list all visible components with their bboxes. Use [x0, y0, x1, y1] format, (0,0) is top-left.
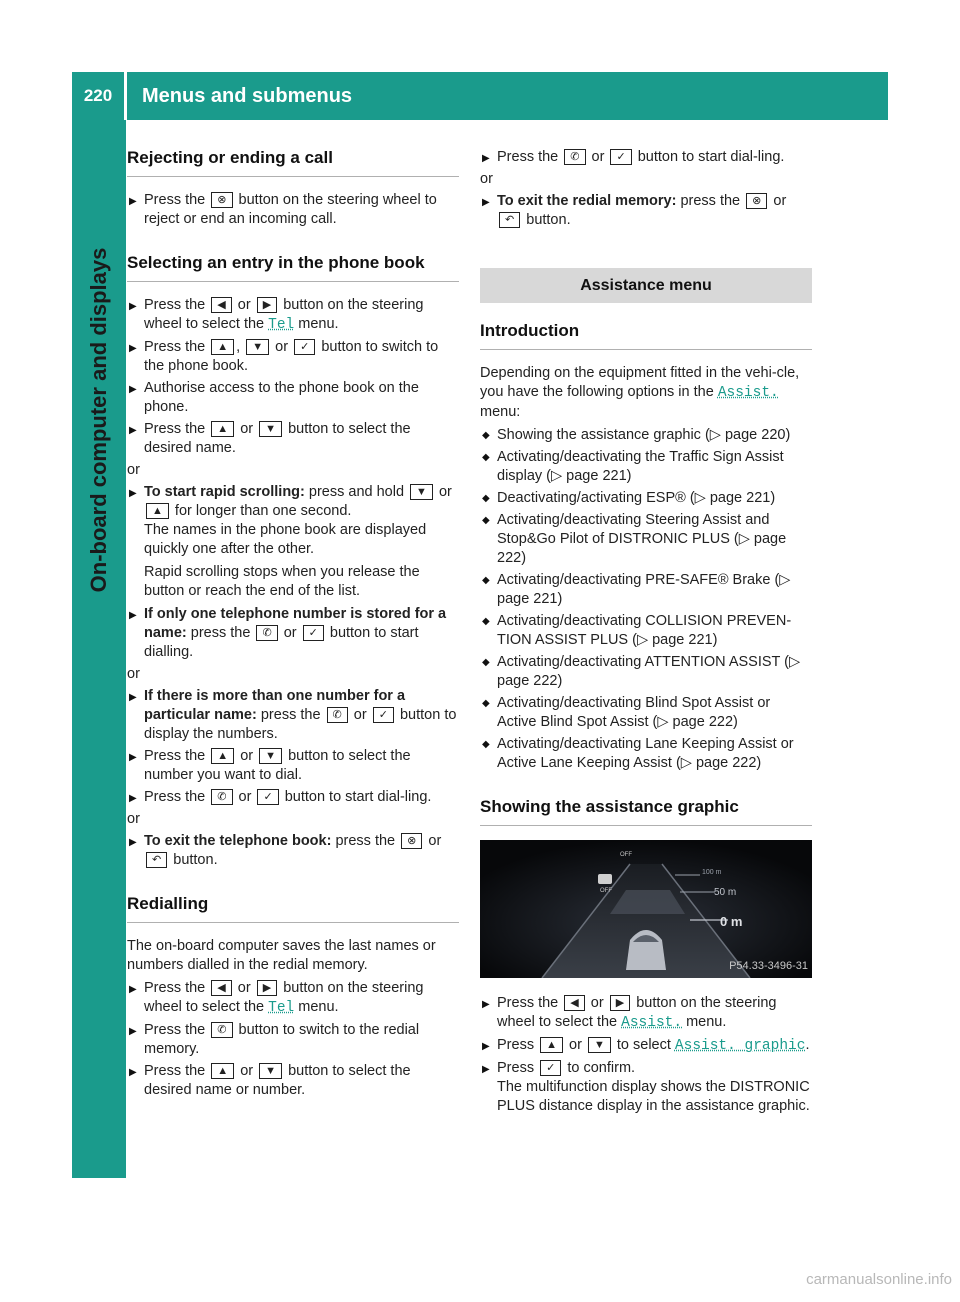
- tel-menu-link: Tel: [268, 1000, 295, 1016]
- left-arrow-key-icon: ◀: [564, 995, 584, 1011]
- step-rapid-scrolling: ▶ To start rapid scrolling: press and hold ▼ or ▲ for longer than one second. The names in the phone book are displayed quickly one after the other. Rapid scrolling stops when you release the button or reach the end of the list.: [127, 483, 459, 601]
- watermark: carmanualsonline.info: [806, 1271, 952, 1288]
- ok-key-icon: ✓: [294, 339, 315, 355]
- or-text: or: [127, 666, 140, 682]
- assistance-graphic-image: [480, 840, 812, 978]
- off-label: OFF: [600, 888, 612, 894]
- step-switch-phone-book: ▶ Press the ▲ , ▼ or ✓ button to switch to the phone book.: [127, 338, 459, 376]
- off-label: OFF: [620, 852, 632, 858]
- cup-icon: [598, 874, 612, 884]
- step-redial-memory: ▶ Press the ✆ button to switch to the redial memory.: [127, 1021, 459, 1059]
- up-key-icon: ▲: [211, 1063, 234, 1079]
- end-call-key-icon: ⊗: [211, 192, 232, 208]
- down-key-icon: ▼: [259, 748, 282, 764]
- step-select-assist-menu: ▶ Press the ◀ or ▶ button on the steering wheel to select the Assist. menu.: [480, 994, 812, 1033]
- heading-phone-book: Selecting an entry in the phone book: [127, 253, 459, 282]
- step-confirm: ▶ Press ✓ to confirm. The multifunction display shows the DISTRONIC PLUS distance display in the assistance graphic.: [480, 1059, 812, 1116]
- distance-label-100: 100 m: [702, 869, 722, 876]
- side-tab-label: On-board computer and displays: [86, 247, 111, 593]
- step-redial-start-dialling: ▶ Press the ✆ or ✓ button to start dial-ling.: [480, 148, 812, 167]
- heading-redialling: Redialling: [127, 894, 459, 923]
- left-arrow-key-icon: ◀: [211, 980, 231, 996]
- down-key-icon: ▼: [588, 1037, 611, 1053]
- list-item: ◆ Activating/deactivating Blind Spot Assist or Active Blind Spot Assist (▷ page 222): [480, 694, 812, 732]
- step-select-assist-graphic: ▶ Press ▲ or ▼ to select Assist. graphic.: [480, 1036, 812, 1056]
- phone-key-icon: ✆: [327, 707, 348, 723]
- page-header: [72, 72, 888, 120]
- step-only-one-number: ▶ If only one telephone number is stored for a name: press the ✆ or ✓ button to start dialling.: [127, 605, 459, 662]
- left-arrow-key-icon: ◀: [211, 297, 231, 313]
- page-number: 220: [83, 86, 113, 105]
- ok-key-icon: ✓: [373, 707, 394, 723]
- rapid-note-1: The names in the phone book are displayed quickly one after the other.: [144, 522, 427, 557]
- left-column: [127, 148, 459, 1103]
- down-key-icon: ▼: [259, 421, 282, 437]
- right-arrow-key-icon: ▶: [257, 297, 277, 313]
- list-item: ◆ Activating/deactivating ATTENTION ASSIST (▷ page 222): [480, 653, 812, 691]
- heading-showing-graphic: Showing the assistance graphic: [480, 797, 812, 826]
- confirm-note: The multifunction display shows the DISTRONIC PLUS distance display in the assistance graphic.: [497, 1079, 810, 1114]
- intro-paragraph: Depending on the equipment fitted in the vehi-cle, you have the following options in the Assist. menu:: [480, 365, 800, 420]
- rapid-note-2: Rapid scrolling stops when you release the button or reach the end of the list.: [144, 564, 420, 599]
- tel-menu-link: Tel: [268, 317, 295, 333]
- step-authorise: ▶ Authorise access to the phone book on the phone.: [127, 379, 459, 417]
- list-item: ◆ Activating/deactivating Steering Assist and Stop&Go Pilot of DISTRONIC PLUS (▷ page 222): [480, 511, 812, 568]
- heading-rejecting-call: Rejecting or ending a call: [127, 148, 459, 177]
- step-select-number: ▶ Press the ▲ or ▼ button to select the number you want to dial.: [127, 747, 459, 785]
- up-key-icon: ▲: [146, 503, 169, 519]
- ok-key-icon: ✓: [540, 1060, 561, 1076]
- step-reject-call: ▶ Press the ⊗ button on the steering wheel to reject or end an incoming call.: [127, 191, 459, 229]
- down-key-icon: ▼: [246, 339, 269, 355]
- step-more-numbers: ▶ If there is more than one number for a particular name: press the ✆ or ✓ button to display the numbers.: [127, 687, 459, 744]
- assist-menu-link: Assist.: [621, 1015, 683, 1031]
- or-text: or: [127, 462, 140, 478]
- assist-graphic-link: Assist. graphic: [674, 1038, 806, 1054]
- phone-key-icon: ✆: [211, 1022, 232, 1038]
- right-arrow-key-icon: ▶: [257, 980, 277, 996]
- ok-key-icon: ✓: [257, 789, 278, 805]
- end-call-key-icon: ⊗: [401, 833, 422, 849]
- list-item: ◆ Activating/deactivating Lane Keeping Assist or Active Lane Keeping Assist (▷ page 222): [480, 735, 812, 773]
- phone-key-icon: ✆: [211, 789, 232, 805]
- phone-key-icon: ✆: [256, 625, 277, 641]
- distance-label-0: 0 m: [720, 914, 743, 929]
- right-column: [480, 148, 812, 1120]
- list-item: ◆ Activating/deactivating COLLISION PREVEN-TION ASSIST PLUS (▷ page 221): [480, 612, 812, 650]
- back-key-icon: ↶: [499, 212, 520, 228]
- end-call-key-icon: ⊗: [746, 193, 767, 209]
- up-key-icon: ▲: [540, 1037, 563, 1053]
- heading-introduction: Introduction: [480, 321, 812, 350]
- step-redial-select: ▶ Press the ▲ or ▼ button to select the desired name or number.: [127, 1062, 459, 1100]
- step-redial-tel-menu: ▶ Press the ◀ or ▶ button on the steering wheel to select the Tel menu.: [127, 979, 459, 1018]
- down-key-icon: ▼: [410, 484, 433, 500]
- ok-key-icon: ✓: [610, 149, 631, 165]
- up-key-icon: ▲: [211, 339, 234, 355]
- step-start-dialling: ▶ Press the ✆ or ✓ button to start dial-ling.: [127, 788, 459, 807]
- ok-key-icon: ✓: [303, 625, 324, 641]
- list-item: ◆ Showing the assistance graphic (▷ page 220): [480, 426, 812, 445]
- assist-menu-link: Assist.: [717, 385, 779, 401]
- step-select-tel-menu: ▶ Press the ◀ or ▶ button on the steering wheel to select the Tel menu.: [127, 296, 459, 335]
- right-arrow-key-icon: ▶: [610, 995, 630, 1011]
- up-key-icon: ▲: [211, 421, 234, 437]
- up-key-icon: ▲: [211, 748, 234, 764]
- list-item: ◆ Activating/deactivating the Traffic Sign Assist display (▷ page 221): [480, 448, 812, 486]
- back-key-icon: ↶: [146, 852, 167, 868]
- distance-label-50: 50 m: [714, 887, 737, 898]
- list-item: ◆ Deactivating/activating ESP® (▷ page 221): [480, 489, 812, 508]
- list-item: ◆ Activating/deactivating PRE-SAFE® Brake (▷ page 221): [480, 571, 812, 609]
- step-exit-phone-book: ▶ To exit the telephone book: press the ⊗ or ↶ button.: [127, 832, 459, 870]
- redial-intro: The on-board computer saves the last names or numbers dialled in the redial memory.: [127, 938, 436, 973]
- step-select-name: ▶ Press the ▲ or ▼ button to select the desired name.: [127, 420, 459, 458]
- step-exit-redial: ▶ To exit the redial memory: press the ⊗ or ↶ button.: [480, 192, 812, 230]
- phone-key-icon: ✆: [564, 149, 585, 165]
- image-reference-code: P54.33-3496-31: [729, 960, 808, 972]
- or-text: or: [480, 171, 493, 187]
- assistance-menu-bar: Assistance menu: [480, 268, 812, 303]
- down-key-icon: ▼: [259, 1063, 282, 1079]
- or-text: or: [127, 811, 140, 827]
- header-title: Menus and submenus: [142, 85, 353, 107]
- header-divider: [124, 72, 127, 120]
